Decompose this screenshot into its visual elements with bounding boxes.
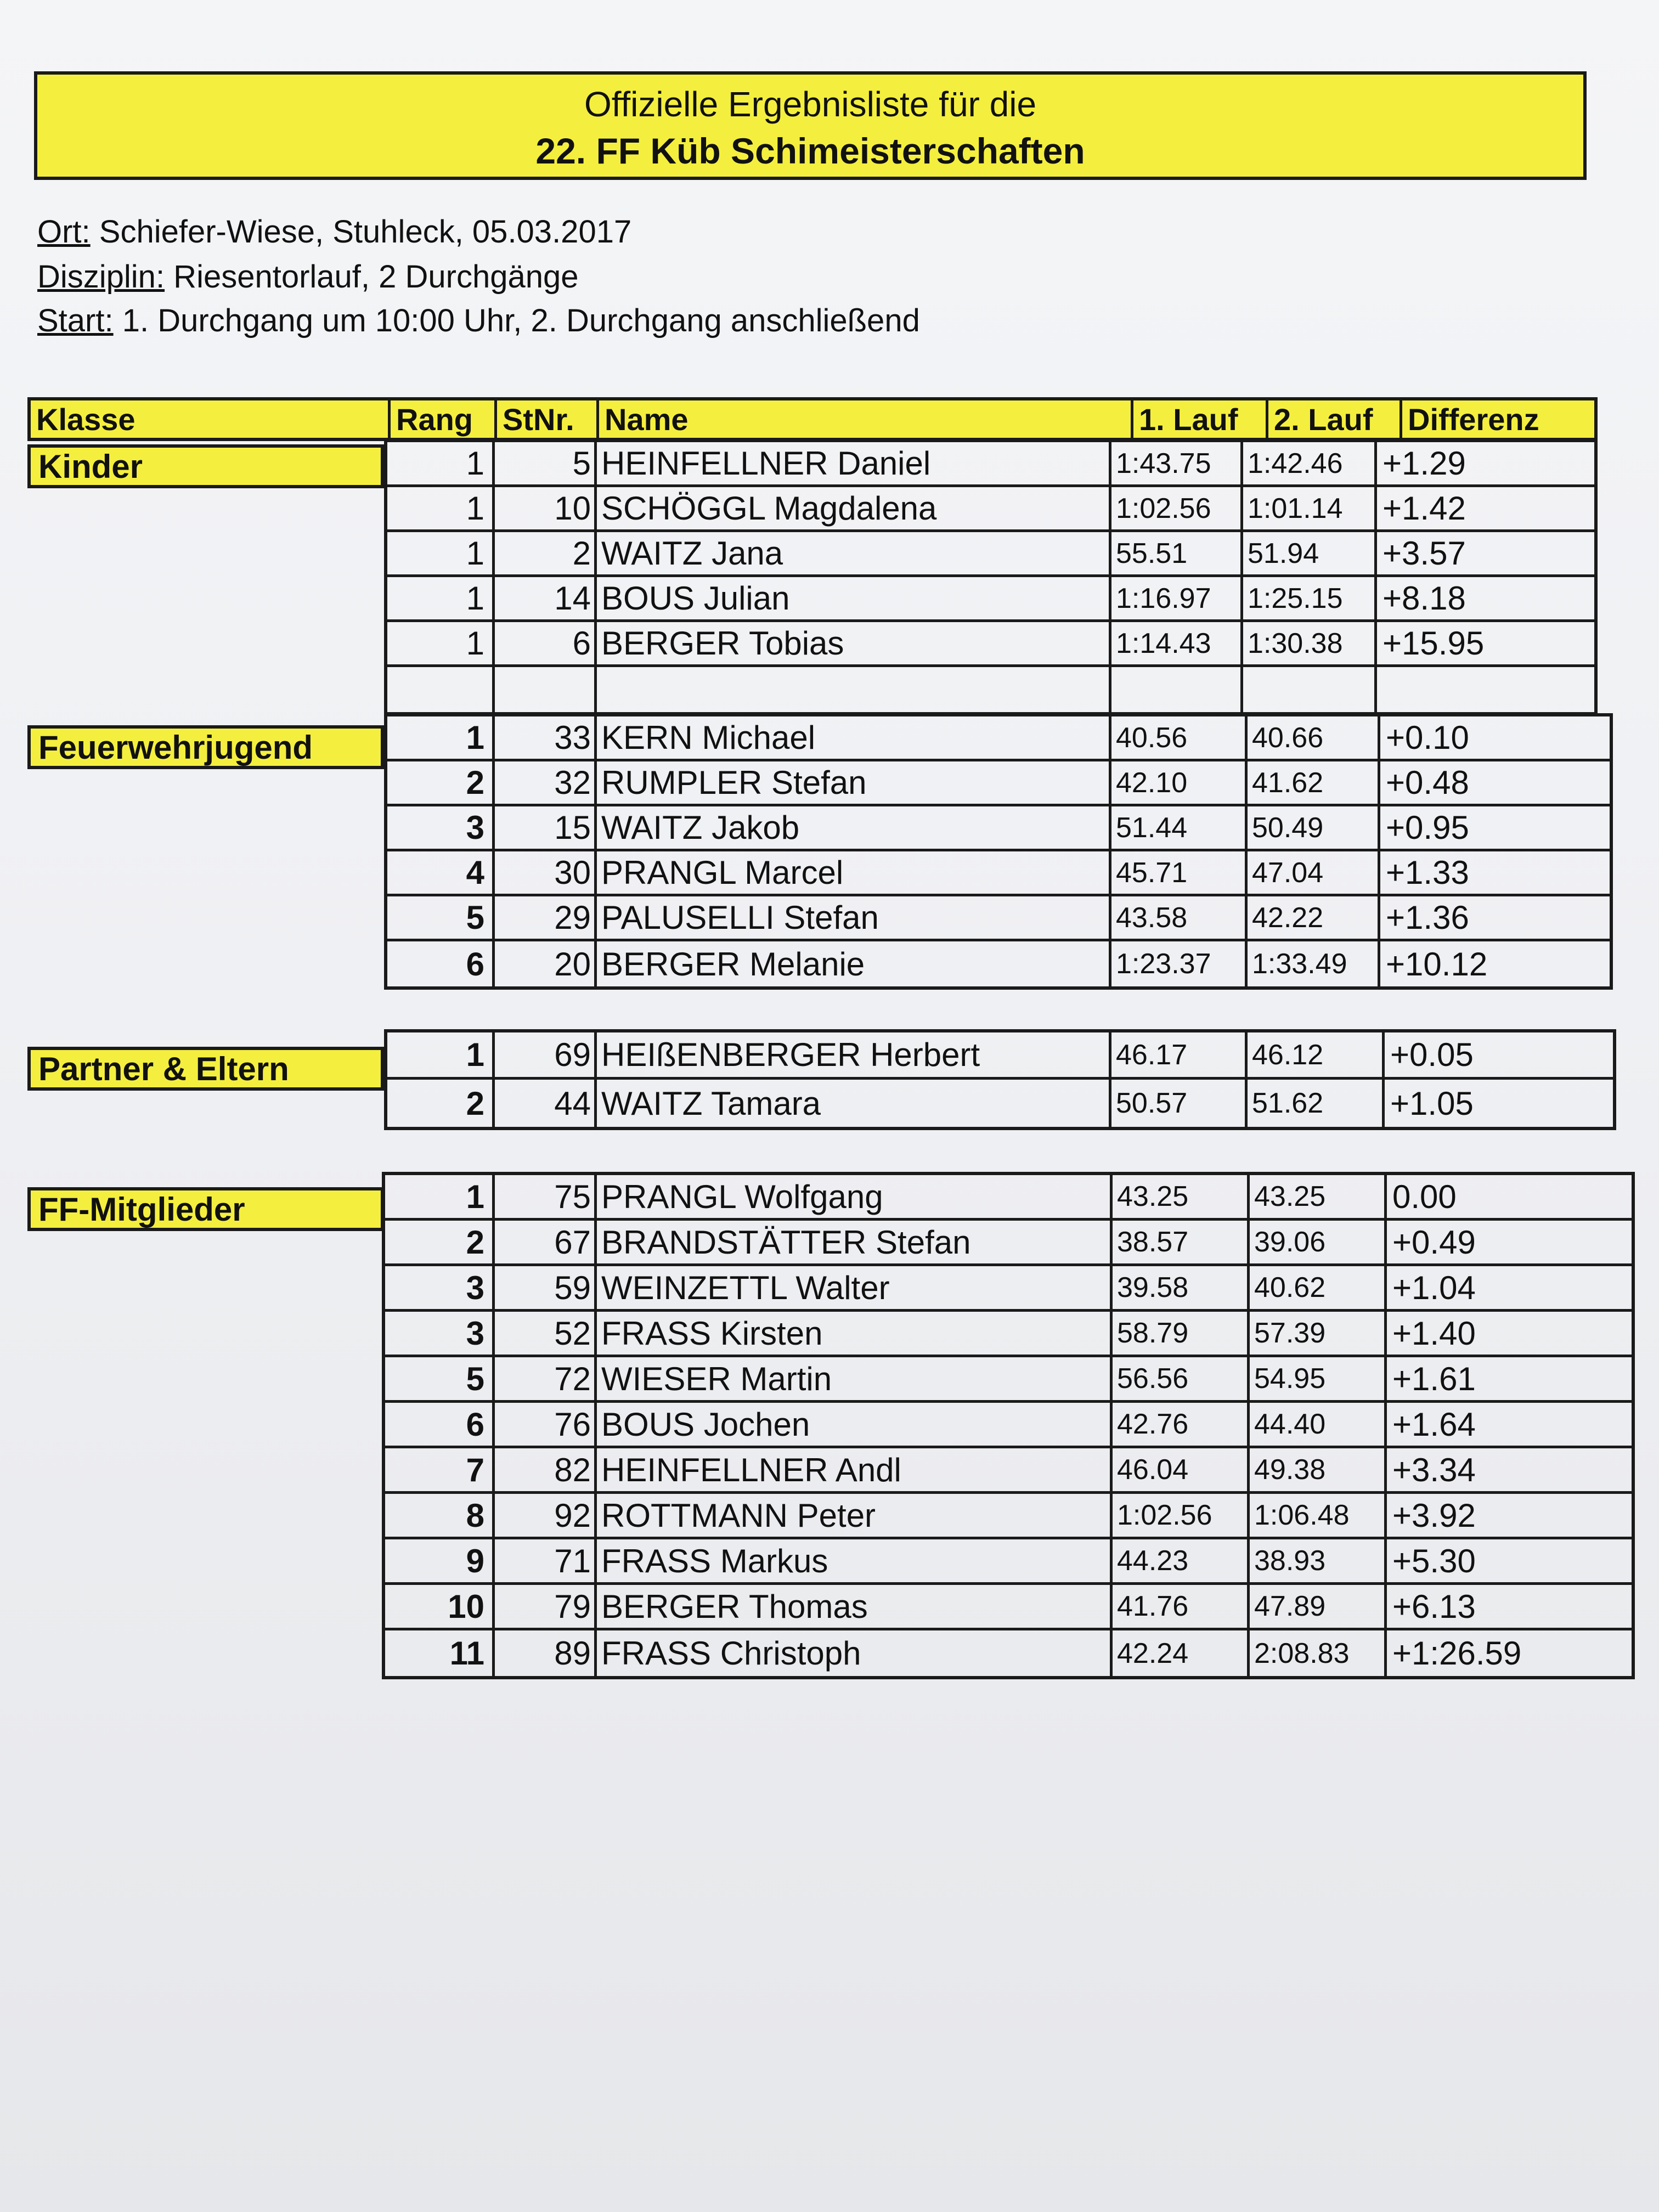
name-cell: WEINZETTL Walter [597,1266,1113,1309]
diff-cell: +3.57 [1383,535,1466,572]
title-line-1: Offizielle Ergebnisliste für die [584,84,1037,124]
lauf1-cell: 42.24 [1113,1630,1250,1676]
name-cell: KERN Michael [597,716,1111,759]
table-row [385,1494,1632,1539]
name-cell: FRASS Christoph [597,1630,1113,1676]
diff-cell: +3.92 [1392,1497,1476,1534]
table-header [27,397,1598,441]
diff-cell: +6.13 [1392,1588,1476,1625]
info-disziplin-label: Disziplin: [37,259,165,295]
lauf2-cell: 41.62 [1248,761,1380,804]
lauf1-cell: 1:16.97 [1111,577,1243,619]
table-row [387,487,1594,532]
lauf2-cell: 1:42.46 [1243,442,1377,484]
name-cell: WAITZ Jakob [597,806,1111,849]
category-label: FF-Mitglieder [27,1187,384,1231]
diff-cell: +8.18 [1383,580,1466,617]
name-cell: ROTTMANN Peter [597,1494,1113,1537]
header-stnr: StNr. [497,400,599,438]
table-row [387,806,1610,851]
stnr-cell: 44 [495,1080,597,1127]
header-differenz: Differenz [1408,402,1539,437]
lauf1-cell: 38.57 [1113,1221,1250,1263]
lauf1-cell: 55.51 [1111,532,1243,574]
table-row [385,1357,1632,1403]
rang-cell: 3 [385,1266,495,1309]
stnr-cell: 33 [495,716,597,759]
diff-cell: +0.10 [1386,719,1469,756]
diff-cell: +1.04 [1392,1269,1476,1306]
rang-cell: 10 [385,1585,495,1628]
table-row [387,896,1610,941]
title-line-2: 22. FF Küb Schimeisterschaften [535,131,1085,171]
name-cell: BOUS Julian [597,577,1111,619]
lauf1-cell: 41.76 [1113,1585,1250,1628]
rang-cell: 1 [387,532,495,574]
diff-cell: +1.05 [1390,1085,1474,1122]
stnr-cell: 71 [495,1539,597,1582]
rang-cell: 1 [387,622,495,664]
diff-cell: +1.42 [1383,490,1466,527]
title-box [34,71,1587,180]
rang-cell: 1 [385,1175,495,1218]
lauf1-cell: 39.58 [1113,1266,1250,1309]
name-cell: WAITZ Tamara [597,1080,1111,1127]
info-disziplin [37,261,579,293]
table-row [385,1221,1632,1266]
diff-cell: +1.61 [1392,1360,1476,1397]
rang-cell: 3 [387,806,495,849]
lauf2-cell: 54.95 [1250,1357,1387,1400]
name-cell: FRASS Kirsten [597,1312,1113,1355]
info-ort [37,216,631,248]
rang-cell: 7 [385,1448,495,1491]
diff-cell: +1.64 [1392,1406,1476,1443]
rang-cell: 4 [387,851,495,894]
name-cell: FRASS Markus [597,1539,1113,1582]
lauf1-cell: 51.44 [1111,806,1248,849]
lauf2-cell: 1:01.14 [1243,487,1377,529]
stnr-cell: 29 [495,896,597,939]
lauf2-cell: 1:33.49 [1248,941,1380,986]
stnr-cell: 5 [495,442,597,484]
lauf2-cell: 40.62 [1250,1266,1387,1309]
table-row [387,532,1594,577]
lauf2-cell: 51.94 [1243,532,1377,574]
name-cell: WIESER Martin [597,1357,1113,1400]
lauf2-cell [1243,667,1377,712]
name-cell: HEIßENBERGER Herbert [597,1032,1111,1077]
diff-cell: +3.34 [1392,1451,1476,1488]
name-cell: SCHÖGGL Magdalena [597,487,1111,529]
stnr-cell: 6 [495,622,597,664]
stnr-cell: 67 [495,1221,597,1263]
lauf1-cell: 42.76 [1113,1403,1250,1446]
diff-cell: +1.40 [1392,1314,1476,1352]
lauf1-cell: 46.04 [1113,1448,1250,1491]
table-row [385,1585,1632,1630]
header-name: Name [599,400,1133,438]
lauf2-cell: 50.49 [1248,806,1380,849]
stnr-cell: 69 [495,1032,597,1077]
lauf2-cell: 51.62 [1248,1080,1385,1127]
table-row [387,442,1594,487]
table-row [387,577,1594,622]
info-ort-value: Schiefer-Wiese, Stuhleck, 05.03.2017 [90,214,632,250]
lauf1-cell: 43.58 [1111,896,1248,939]
category-block [382,1172,1635,1679]
category-block [384,1029,1616,1130]
stnr-cell: 2 [495,532,597,574]
stnr-cell: 79 [495,1585,597,1628]
lauf1-cell: 58.79 [1113,1312,1250,1355]
stnr-cell: 82 [495,1448,597,1491]
name-cell: PRANGL Wolfgang [597,1175,1113,1218]
lauf2-cell: 44.40 [1250,1403,1387,1446]
lauf2-cell: 49.38 [1250,1448,1387,1491]
header-lauf2: 2. Lauf [1268,400,1402,438]
table-row [385,1403,1632,1448]
diff-cell: +1.29 [1383,445,1466,482]
category-label: Feuerwehrjugend [27,725,384,769]
stnr-cell: 75 [495,1175,597,1218]
name-cell: PRANGL Marcel [597,851,1111,894]
lauf2-cell: 2:08.83 [1250,1630,1387,1676]
lauf1-cell: 50.57 [1111,1080,1248,1127]
table-row [387,851,1610,896]
table-row [385,1539,1632,1585]
rang-cell: 1 [387,487,495,529]
rang-cell: 3 [385,1312,495,1355]
rang-cell: 1 [387,716,495,759]
lauf2-cell: 40.66 [1248,716,1380,759]
rang-cell: 11 [385,1630,495,1676]
rang-cell: 5 [385,1357,495,1400]
table-row [385,1448,1632,1494]
lauf1-cell: 45.71 [1111,851,1248,894]
diff-cell: +1:26.59 [1392,1635,1522,1672]
rang-cell: 2 [387,761,495,804]
stnr-cell [495,667,597,712]
info-ort-label: Ort: [37,214,91,250]
diff-cell: +0.05 [1390,1036,1474,1073]
rang-cell: 2 [387,1080,495,1127]
lauf1-cell: 1:43.75 [1111,442,1243,484]
stnr-cell: 14 [495,577,597,619]
lauf2-cell: 47.89 [1250,1585,1387,1628]
category-label: Kinder [27,444,384,488]
diff-cell: +10.12 [1386,945,1488,983]
header-klasse: Klasse [31,400,391,438]
table-row [387,622,1594,667]
lauf1-cell [1111,667,1243,712]
stnr-cell: 52 [495,1312,597,1355]
lauf1-cell: 56.56 [1113,1357,1250,1400]
rang-cell: 1 [387,442,495,484]
diff-cell: +15.95 [1383,625,1485,662]
diff-cell: 0.00 [1392,1178,1457,1215]
stnr-cell: 20 [495,941,597,986]
name-cell: RUMPLER Stefan [597,761,1111,804]
rang-cell: 8 [385,1494,495,1537]
category-block [384,713,1613,990]
diff-cell: +0.48 [1386,764,1469,801]
name-cell: PALUSELLI Stefan [597,896,1111,939]
table-row [385,1630,1632,1676]
name-cell: BERGER Tobias [597,622,1111,664]
lauf2-cell: 1:25.15 [1243,577,1377,619]
table-row [385,1175,1632,1221]
table-row [387,667,1594,712]
lauf1-cell: 42.10 [1111,761,1248,804]
lauf1-cell: 40.56 [1111,716,1248,759]
diff-cell: +1.33 [1386,854,1469,891]
name-cell: HEINFELLNER Daniel [597,442,1111,484]
table-row [387,1032,1613,1080]
diff-cell: +5.30 [1392,1542,1476,1579]
header-lauf1: 1. Lauf [1133,400,1268,438]
stnr-cell: 32 [495,761,597,804]
lauf1-cell: 44.23 [1113,1539,1250,1582]
table-row [387,761,1610,806]
name-cell: WAITZ Jana [597,532,1111,574]
rang-cell [387,667,495,712]
lauf2-cell: 47.04 [1248,851,1380,894]
table-row [385,1266,1632,1312]
lauf1-cell: 1:14.43 [1111,622,1243,664]
table-row [387,716,1610,761]
info-start-value: 1. Durchgang um 10:00 Uhr, 2. Durchgang anschließend [113,303,920,338]
stnr-cell: 30 [495,851,597,894]
table-row [387,1080,1613,1127]
info-disziplin-value: Riesentorlauf, 2 Durchgänge [165,259,579,295]
rang-cell: 5 [387,896,495,939]
lauf2-cell: 38.93 [1250,1539,1387,1582]
rang-cell: 9 [385,1539,495,1582]
lauf1-cell: 43.25 [1113,1175,1250,1218]
lauf2-cell: 57.39 [1250,1312,1387,1355]
rang-cell: 1 [387,577,495,619]
lauf1-cell: 1:23.37 [1111,941,1248,986]
header-rang: Rang [391,400,497,438]
category-label: Partner & Eltern [27,1047,384,1091]
stnr-cell: 15 [495,806,597,849]
stnr-cell: 92 [495,1494,597,1537]
lauf2-cell: 43.25 [1250,1175,1387,1218]
name-cell: BERGER Melanie [597,941,1111,986]
stnr-cell: 10 [495,487,597,529]
rang-cell: 1 [387,1032,495,1077]
lauf2-cell: 39.06 [1250,1221,1387,1263]
name-cell: BRANDSTÄTTER Stefan [597,1221,1113,1263]
info-start-label: Start: [37,303,114,338]
rang-cell: 6 [387,941,495,986]
lauf1-cell: 1:02.56 [1111,487,1243,529]
table-row [385,1312,1632,1357]
table-row [387,941,1610,986]
stnr-cell: 72 [495,1357,597,1400]
lauf2-cell: 42.22 [1248,896,1380,939]
diff-cell: +1.36 [1386,899,1469,936]
lauf1-cell: 46.17 [1111,1032,1248,1077]
stnr-cell: 59 [495,1266,597,1309]
stnr-cell: 89 [495,1630,597,1676]
name-cell: BERGER Thomas [597,1585,1113,1628]
diff-cell [1377,667,1594,712]
rang-cell: 6 [385,1403,495,1446]
lauf2-cell: 1:30.38 [1243,622,1377,664]
diff-cell: +0.95 [1386,809,1469,846]
stnr-cell: 76 [495,1403,597,1446]
diff-cell: +0.49 [1392,1223,1476,1261]
info-start [37,305,920,337]
rang-cell: 2 [385,1221,495,1263]
lauf2-cell: 1:06.48 [1250,1494,1387,1537]
lauf1-cell: 1:02.56 [1113,1494,1250,1537]
name-cell: HEINFELLNER Andl [597,1448,1113,1491]
category-block [384,439,1598,715]
name-cell: BOUS Jochen [597,1403,1113,1446]
name-cell [597,667,1111,712]
lauf2-cell: 46.12 [1248,1032,1385,1077]
